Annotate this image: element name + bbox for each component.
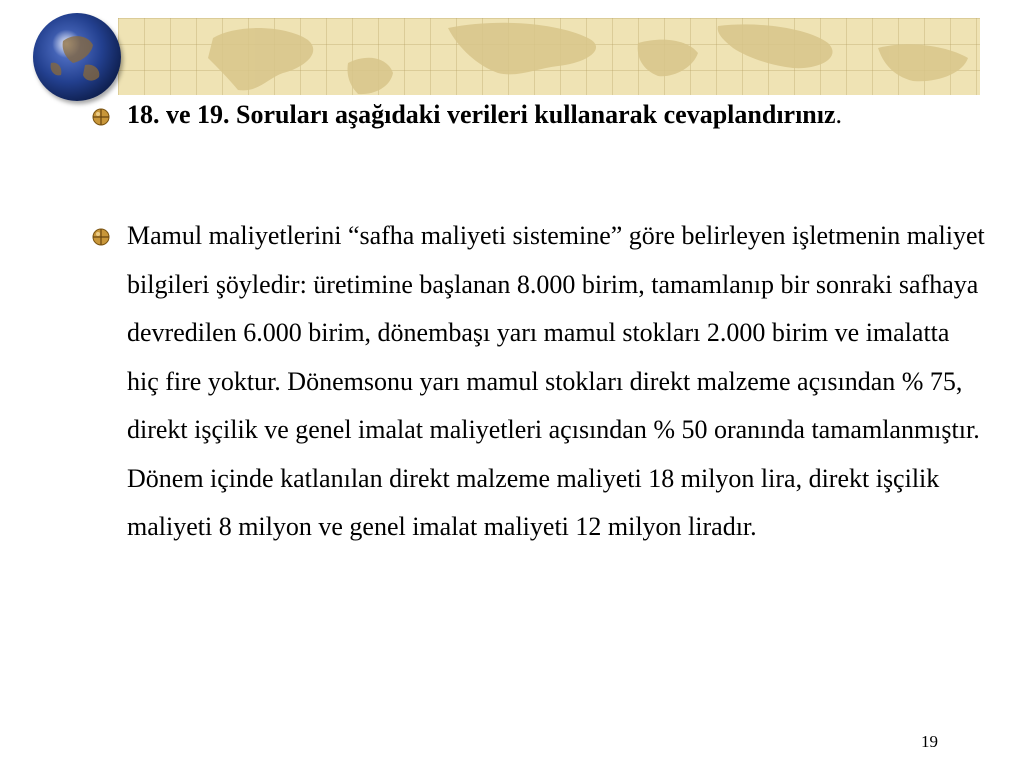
world-map-banner	[118, 18, 980, 95]
globe-bullet-icon	[92, 108, 110, 126]
heading-tail: .	[835, 100, 843, 129]
world-map-graphic	[118, 18, 980, 95]
globe-bullet-icon	[92, 228, 110, 246]
globe-icon	[33, 13, 121, 101]
question-heading	[127, 91, 987, 140]
page-number: 19	[921, 732, 938, 751]
problem-paragraph: Mamul maliyetlerini “safha maliyeti sistemine” göre belirleyen işletmenin maliyet bilgileri şöyledir: üretimine başlanan 8.000 birim, tamamlanıp bir sonraki safhaya devredilen 6.000 birim, dönembaşı yarı mamul stokları 2.000 birim ve imalatta hiç fire yoktur. Dönemsonu yarı mamul stokları direkt malzeme açısından % 75, direkt işçilik ve genel imalat maliyetleri açısından % 50 oranında tamamlanmıştır. Dönem içinde katlanılan direkt malzeme maliyeti 18 milyon lira, direkt işçilik maliyeti 8 milyon ve genel imalat maliyeti 12 milyon liradır.	[127, 221, 985, 541]
heading-bold-text: 18. ve 19. Soruları aşağıdaki verileri kullanarak cevaplandırınız	[127, 100, 836, 129]
